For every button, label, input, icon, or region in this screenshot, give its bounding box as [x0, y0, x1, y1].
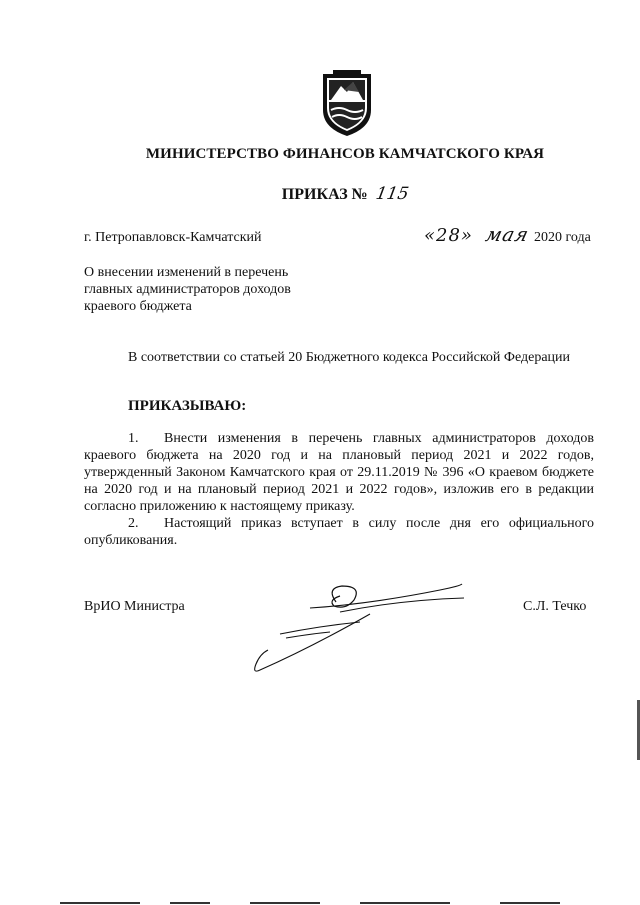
date-day: «28» [424, 225, 473, 246]
subject-line: главных администраторов доходов [84, 282, 291, 297]
order-items [84, 430, 594, 549]
order-subject [84, 264, 384, 315]
item-number: 2. [128, 516, 139, 531]
coat-of-arms-icon [319, 68, 375, 138]
item-text: Внести изменения в перечень главных администраторов доходов краевого бюджета на 2020 год и на плановый период 2021 и 2022 годов, утвержденный Законом Камчатского края от 29.11.2019 № 396 «О краевом бюджете на 2020 год и на плановый период 2021 и 2022 годов», изложив его в редакции согласно приложению к настоящему приказу. [84, 431, 594, 514]
subject-line: краевого бюджета [84, 299, 192, 314]
scan-bottom-marks [0, 898, 640, 905]
handwritten-signature [250, 578, 470, 678]
signer-title: ВрИО Министра [84, 599, 185, 614]
date-month: мая [482, 224, 532, 246]
order-number: 115 [373, 184, 410, 204]
city-name: г. Петропавловск-Камчатский [84, 230, 262, 245]
handwritten-date [424, 224, 532, 246]
order-item [84, 515, 594, 549]
signer-name: С.Л. Течко [523, 599, 587, 614]
ministry-title: МИНИСТЕРСТВО ФИНАНСОВ КАМЧАТСКОГО КРАЯ [145, 146, 545, 162]
item-number: 1. [128, 431, 139, 446]
command-word: ПРИКАЗЫВАЮ: [128, 398, 247, 414]
item-text: Настоящий приказ вступает в силу после дня его официального опубликования. [84, 516, 594, 548]
subject-line: О внесении изменений в перечень [84, 265, 289, 280]
legal-basis: В соответствии со статьей 20 Бюджетного кодекса Российской Федерации [128, 350, 571, 365]
order-label: ПРИКАЗ № [281, 186, 368, 203]
date-year: 2020 года [534, 230, 591, 245]
order-item [84, 430, 594, 515]
order-heading [0, 184, 640, 204]
